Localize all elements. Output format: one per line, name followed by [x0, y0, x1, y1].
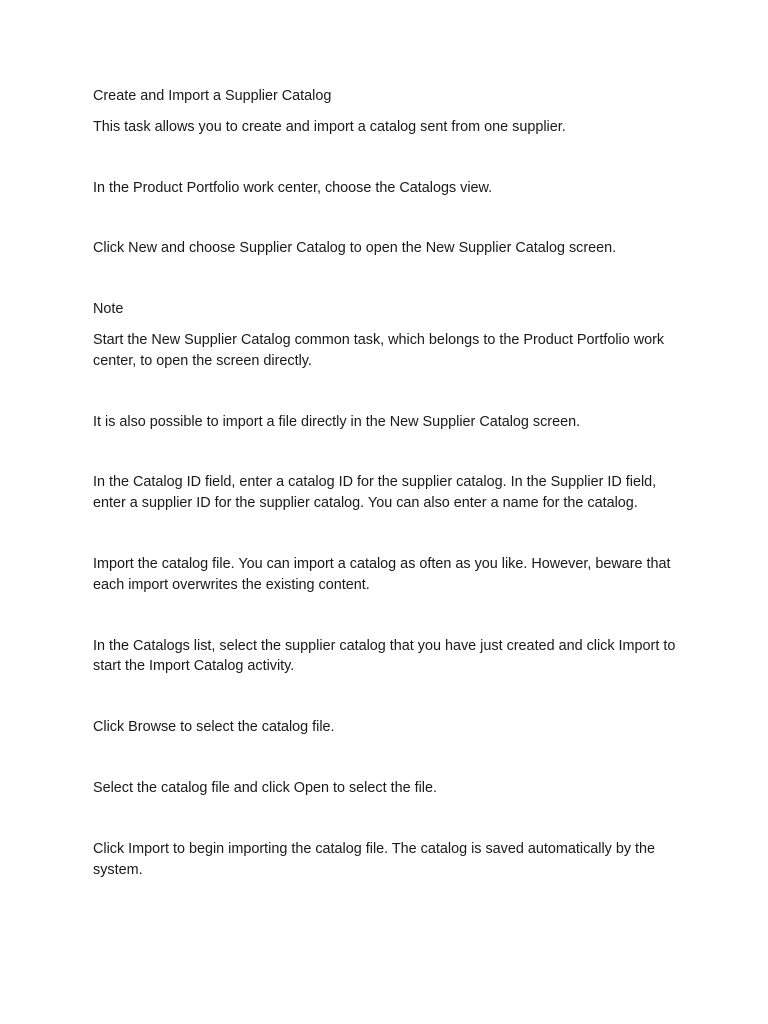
step-paragraph: In the Catalogs list, select the supplier catalog that you have just created and click Import to start the Import Catalog activity.: [93, 637, 676, 675]
step-paragraph: Click Browse to select the catalog file.: [93, 719, 335, 736]
note-body: Start the New Supplier Catalog common task, which belongs to the Product Portfolio work center, to open the screen directly.: [93, 331, 665, 369]
step-paragraph: It is also possible to import a file directly in the New Supplier Catalog screen.: [93, 413, 581, 430]
document-page: [93, 86, 683, 920]
step-paragraph: Click Import to begin importing the catalog file. The catalog is saved automatically by the system.: [93, 840, 656, 878]
note-label: Note: [93, 301, 124, 318]
step-paragraph: In the Catalog ID field, enter a catalog ID for the supplier catalog. In the Supplier ID field, enter a supplier ID for the supplier catalog. You can also enter a name for the catalog.: [93, 474, 657, 512]
document-intro: This task allows you to create and import a catalog sent from one supplier.: [93, 118, 566, 135]
step-paragraph: Select the catalog file and click Open to select the file.: [93, 779, 437, 796]
document-title: Create and Import a Supplier Catalog: [93, 88, 332, 104]
step-paragraph: Import the catalog file. You can import a catalog as often as you like. However, beware that each import overwrites the existing content.: [93, 555, 671, 593]
step-paragraph: Click New and choose Supplier Catalog to open the New Supplier Catalog screen.: [93, 240, 617, 257]
step-paragraph: In the Product Portfolio work center, choose the Catalogs view.: [93, 179, 493, 196]
